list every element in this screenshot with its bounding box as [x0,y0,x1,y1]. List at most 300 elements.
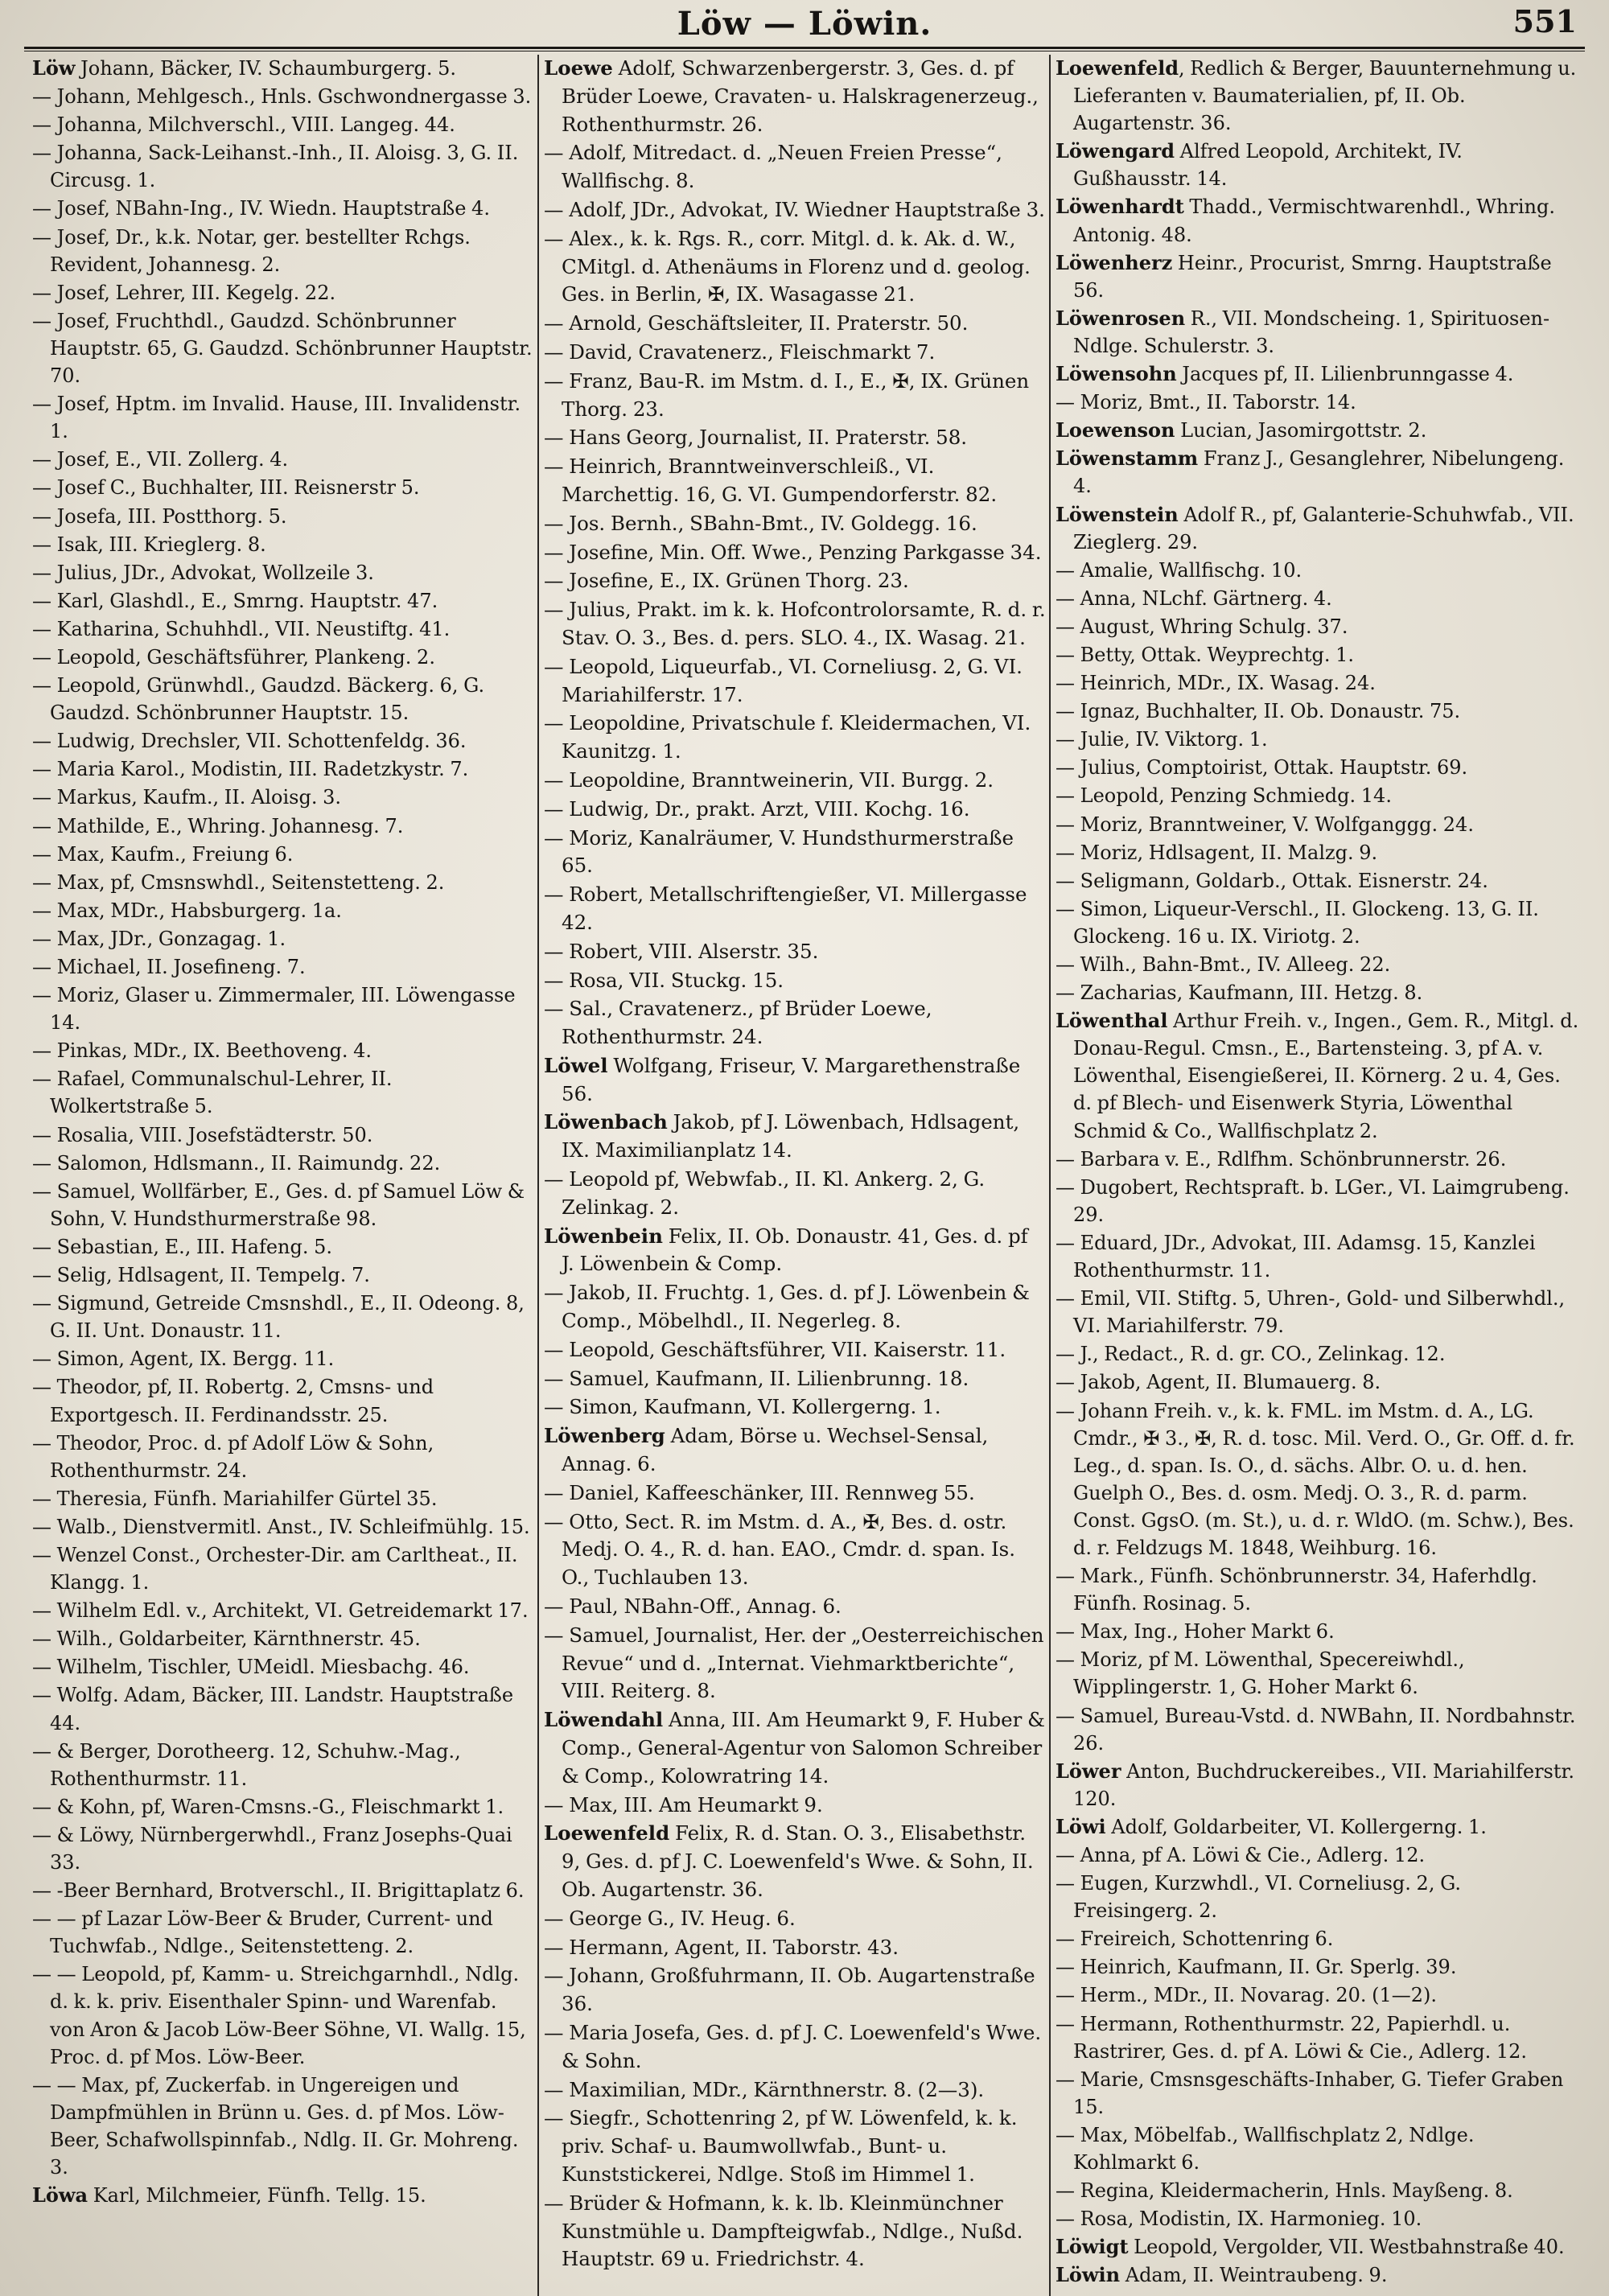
entry-surname: Löwenstein [1056,502,1179,526]
entry-details: — & Löwy, Nürnbergerwhdl., Franz Josephs-Quai 33. [32,1823,512,1874]
entry-details: — Josef, E., VII. Zollerg. 4. [32,448,289,471]
directory-entry [1056,1007,1580,1144]
directory-entry [32,1597,534,1624]
directory-entry [1056,697,1580,725]
directory-entry [32,1625,534,1652]
directory-entry [544,1508,1046,1592]
directory-entry [32,1513,534,1541]
directory-entry [32,1653,534,1681]
entry-details: — Isak, III. Krieglerg. 8. [32,533,266,556]
entry-details: — Siegfr., Schottenring 2, pf W. Löwenfeld, k. k. priv. Schaf- u. Baumwollwfab., Bunt- u. Kunststickerei, Ndlge. Stoß im Himmel 1. [544,2106,1018,2186]
directory-entry [32,1261,534,1289]
directory-entry [1056,1813,1580,1841]
directory-entry [32,55,534,82]
directory-entry [1056,2066,1580,2121]
directory-entry [544,1622,1046,1706]
directory-entry [544,453,1046,509]
page-header [0,0,1609,47]
entry-surname: Löwendahl [544,1708,664,1732]
page-number: 551 [1512,3,1577,39]
directory-entry [544,1336,1046,1364]
entry-details: — J., Redact., R. d. gr. CO., Zelinkag. 12. [1056,1343,1446,1366]
entry-details: — Simon, Kaufmann, VI. Kollergerng. 1. [544,1395,941,1419]
directory-entry [32,1121,534,1149]
directory-entry [32,1037,534,1064]
entry-details: — Leopoldine, Privatschule f. Kleidermachen, VI. Kaunitzg. 1. [544,711,1031,763]
entry-details: — Moriz, Kanalräumer, V. Hundsthurmerstraße 65. [544,825,1014,878]
entry-details: — Rosa, Modistin, IX. Harmonieg. 10. [1056,2208,1422,2231]
entry-details: — Adolf, JDr., Advokat, IV. Wiedner Hauptstraße 3. [544,197,1045,221]
entry-details: — Josef, Fruchthdl., Gaudzd. Schönbrunner Hauptstr. 65, G. Gaudzd. Schönbrunner Hauptstr. 70. [32,309,533,388]
directory-entry [544,1422,1046,1479]
directory-entry [32,1681,534,1736]
entry-details: — Walb., Dienstvermitl. Anst., IV. Schleifmühlg. 15. [32,1515,530,1538]
entry-details: Jacques pf, II. Lilienbrunngasse 4. [1176,363,1514,386]
entry-details: — Max, MDr., Habsburgerg. 1a. [32,899,342,922]
entry-details: Jakob, pf J. Löwenbach, Hdlsagent, IX. Maximilianplatz 14. [562,1110,1020,1162]
directory-entry [544,1820,1046,1903]
directory-entry [32,195,534,222]
entry-details: — Robert, VIII. Alserstr. 35. [544,939,819,963]
entry-details: — Paul, NBahn-Off., Annag. 6. [544,1594,842,1619]
entry-details: Thadd., Vermischtwarenhdl., Whring. Antonig. 48. [1073,195,1555,246]
entry-details: Wolfgang, Friseur, V. Margarethenstraße 56. [562,1053,1021,1105]
entry-details: — Theodor, Proc. d. pf Adolf Löw & Sohn, Rothenthurmstr. 24. [32,1431,434,1482]
directory-entry [32,503,534,530]
entry-details: — Adolf, Mitredact. d. „Neuen Freien Presse“, Wallfischg. 8. [544,141,1002,193]
entry-details: — Karl, Glashdl., E., Smrng. Hauptstr. 47. [32,589,438,612]
entry-details: — Emil, VII. Stiftg. 5, Uhren-, Gold- und Silberwhdl., VI. Mariahilferstr. 79. [1056,1287,1566,1338]
entry-details: — Leopold, Geschäftsführer, VII. Kaiserstr. 11. [544,1337,1006,1361]
entry-details: — Zacharias, Kaufmann, III. Hetzg. 8. [1056,981,1423,1005]
entry-details: — Simon, Agent, IX. Bergg. 11. [32,1348,335,1371]
entry-details: Arthur Freih. v., Ingen., Gem. R., Mitgl. d. Donau-Regul. Cmsn., E., Bartensteing. 3, pf A. v. Löwenthal, Eisengießerei, II. Körnerg. 2 u. 4, Ges. d. pf Blech- und Eisenwerk Styria, Löwenthal Schmid & Co., Wallfischplatz 2. [1073,1010,1579,1142]
entry-details: — Anna, pf A. Löwi & Cie., Adlerg. 12. [1056,1844,1426,1866]
directory-entry [1056,1953,1580,1981]
directory-entry [1056,55,1580,137]
entry-details: — Josef, Dr., k.k. Notar, ger. bestellter Rchgs. Revident, Johannesg. 2. [32,225,471,276]
directory-entry [544,1792,1046,1820]
entry-surname: Löwenbach [544,1110,668,1134]
directory-entry [544,1365,1046,1393]
entry-details: — — pf Lazar Löw-Beer & Bruder, Current- und Tuchwfab., Ndlge., Seitenstetteng. 2. [32,1907,493,1958]
directory-entry [32,1877,534,1904]
entry-details: — Betty, Ottak. Weyprechtg. 1. [1056,643,1355,666]
entry-details: — George G., IV. Heug. 6. [544,1906,796,1930]
directory-entry [544,796,1046,824]
entry-details: — Maximilian, MDr., Kärnthnerstr. 8. (2—3). [544,2077,985,2101]
directory-entry [1056,1841,1580,1869]
directory-entry [1056,1646,1580,1701]
directory-entry [1056,754,1580,781]
entry-details: Karl, Milchmeier, Fünfh. Tellg. 15. [88,2184,426,2208]
entry-details: — Marie, Cmsnsgeschäfts-Inhaber, G. Tiefer Graben 15. [1056,2068,1564,2118]
entry-details: — Arnold, Geschäftsleiter, II. Praterstr. 50. [544,311,969,335]
directory-entry [544,881,1046,937]
entry-surname: Löwenhardt [1056,195,1184,219]
entry-details: — Johann Freih. v., k. k. FML. im Mstm. d. A., LG. Cmdr., ✠ 3., ✠, R. d. tosc. Mil. Verd. O., Gr. Off. d. fr. Leg., d. span. Is. O., d. sächs. Albr. O. u. d. hen. Guelph O., Bes. d. osm. Medj. O. 3., R. d. parm. Const. GgsO. (m. St.), u. d. r. WldO. (m. Schw.), Bes. d. r. Feldzugs M. 1848, Weihburg. 16. [1056,1399,1575,1559]
entry-details: Felix, R. d. Stan. O. 3., Elisabethstr. 9, Ges. d. pf J. C. Loewenfeld's Wwe. & Sohn, II. Ob. Augartenstr. 36. [562,1821,1034,1901]
entry-details: — — Leopold, pf, Kamm- u. Streichgarnhdl., Ndlg. d. k. k. priv. Eisenthaler Spinn- und Warenfab. von Aron & Jacob Löw-Beer Söhne, VI. Wallg. 15, Proc. d. pf Mos. Löw-Beer. [32,1963,526,2068]
entry-details: — Julie, IV. Viktorg. 1. [1056,728,1268,751]
entry-details: — Heinrich, MDr., IX. Wasag. 24. [1056,672,1376,695]
entry-details: — Leopold, Liqueurfab., VI. Corneliusg. 2, G. VI. Mariahilferstr. 17. [544,654,1023,706]
entry-details: — Leopold, Geschäftsführer, Plankeng. 2. [32,645,435,669]
directory-entry [1056,979,1580,1006]
entry-details: — Josef, Lehrer, III. Kegelg. 22. [32,281,336,304]
entry-details: — Johanna, Sack-Leihanst.-Inh., II. Aloisg. 3, G. II. Circusg. 1. [32,142,519,192]
entry-details: — Hermann, Agent, II. Taborstr. 43. [544,1935,899,1959]
directory-entry [544,1706,1046,1790]
entry-details: — Max, III. Am Heumarkt 9. [544,1792,823,1817]
entry-details: — Moriz, Branntweiner, V. Wolfganggg. 24. [1056,813,1474,836]
entry-details: — Hans Georg, Journalist, II. Praterstr. 58. [544,426,968,450]
entry-details: Anton, Buchdruckereibes., VII. Mariahilferstr. 120. [1073,1759,1574,1810]
directory-entry [32,559,534,586]
entry-details: — Johann, Großfuhrmann, II. Ob. Augartenstraße 36. [544,1964,1035,2016]
directory-entry [544,710,1046,766]
entry-details: Leopold, Vergolder, VII. Westbahnstraße 40. [1128,2236,1565,2259]
entry-details: — Wenzel Const., Orchester-Dir. am Carltheat., II. Klangg. 1. [32,1543,518,1594]
directory-entry [1056,669,1580,697]
directory-entry [544,1479,1046,1508]
column-divider-1 [537,55,539,2296]
entry-details: — Seligmann, Goldarb., Ottak. Eisnerstr. 24. [1056,869,1488,892]
entry-details: — Franz, Bau-R. im Mstm. d. I., E., ✠, IX. Grünen Thorg. 23. [544,368,1030,421]
entry-details: — Samuel, Bureau-Vstd. d. NWBahn, II. Nordbahnstr. 26. [1056,1704,1576,1755]
entry-details: — Wolfg. Adam, Bäcker, III. Landstr. Hauptstraße 44. [32,1684,514,1734]
directory-entry [1056,1870,1580,1924]
directory-entry [544,1109,1046,1165]
directory-entry [32,139,534,194]
directory-entry [32,1430,534,1484]
entry-details: — Maria Karol., Modistin, III. Radetzkystr. 7. [32,758,469,781]
directory-entry [32,83,534,110]
entry-details: — Barbara v. E., Rdlfhm. Schönbrunnerstr. 26. [1056,1147,1507,1171]
directory-entry [1056,613,1580,640]
entry-details: Alfred Leopold, Architekt, IV. Gußhausstr. 14. [1073,140,1463,191]
directory-entry [544,1223,1046,1279]
directory-entry [1056,1397,1580,1562]
entry-details: — Alex., k. k. Rgs. R., corr. Mitgl. d. k. Ak. d. W., CMitgl. d. Athenäums in Florenz und d. geolog. Ges. in Berlin, ✠, IX. Wasagasse 21. [544,226,1031,307]
directory-entry [1056,641,1580,669]
entry-details: — Ludwig, Drechsler, VII. Schottenfeldg. 36. [32,730,467,753]
directory-entry [1056,1174,1580,1228]
entry-details: — Eduard, JDr., Advokat, III. Adamsg. 15, Kanzlei Rothenthurmstr. 11. [1056,1231,1536,1282]
directory-entry [32,813,534,840]
directory-entry [544,1393,1046,1422]
column-middle [544,55,1046,2296]
entry-surname: Löwenthal [1056,1009,1168,1033]
entry-details: — Samuel, Kaufmann, II. Lilienbrunng. 18. [544,1366,969,1390]
entry-details: — Sigmund, Getreide Cmsnshdl., E., II. Odeong. 8, G. II. Unt. Donaustr. 11. [32,1292,525,1343]
directory-entry [32,1233,534,1261]
directory-entry [32,307,534,389]
directory-entry [1056,1562,1580,1617]
entry-details: — — Max, pf, Zuckerfab. in Ungereigen und Dampfmühlen in Brünn u. Ges. d. pf Mos. Löw-Beer, Schafwollspinnfab., Ndlg. II. Gr. Mohreng. 3. [32,2073,519,2179]
directory-entry [1056,2177,1580,2204]
entry-surname: Löwensohn [1056,362,1177,386]
directory-entry [32,390,534,445]
directory-entry [32,784,534,811]
directory-entry [32,474,534,501]
entry-details: — Wilh., Bahn-Bmt., IV. Alleeg. 22. [1056,953,1391,976]
entry-details: — Leopold, Penzing Schmiedg. 14. [1056,784,1392,808]
directory-entry [544,825,1046,881]
entry-details: — Samuel, Wollfärber, E., Ges. d. pf Samuel Löw & Sohn, V. Hundsthurmerstraße 98. [32,1179,525,1230]
entry-details: — Josef C., Buchhalter, III. Reisnerstr 5. [32,476,420,500]
directory-entry [1056,1981,1580,2009]
entry-details: — Max, Kaufm., Freiung 6. [32,842,294,866]
entry-details: — Leopoldine, Branntweinerin, VII. Burgg. 2. [544,767,994,792]
entry-surname: Löwigt [1056,2235,1129,2259]
directory-entry [544,1593,1046,1621]
entry-details: Adam, Börse u. Wechsel-Sensal, Annag. 6. [562,1424,989,1476]
directory-entry [544,196,1046,224]
directory-entry [32,869,534,896]
directory-entry [1056,557,1580,584]
entry-details: — Freireich, Schottenring 6. [1056,1928,1334,1951]
entry-details: — Markus, Kaufm., II. Aloisg. 3. [32,786,341,809]
directory-entry [32,1821,534,1876]
directory-entry [1056,895,1580,950]
directory-entry [1056,1146,1580,1173]
entry-details: — David, Cravatenerz., Fleischmarkt 7. [544,339,936,364]
directory-entry [32,1793,534,1821]
entry-details: — Salomon, Hdlsmann., II. Raimundg. 22. [32,1151,441,1175]
entry-details: — Moriz, pf M. Löwenthal, Specereiwhdl., Wipplingerstr. 1, G. Hoher Markt 6. [1056,1648,1465,1699]
directory-entry [32,841,534,868]
entry-details: Heinr., Procurist, Smrng. Hauptstraße 56. [1073,251,1552,302]
entry-details: Anna, III. Am Heumarkt 9, F. Huber & Comp., General-Agentur von Salomon Schreiber & Comp., Kolowratring 14. [562,1708,1045,1788]
directory-entry [1056,501,1580,556]
entry-details: — Anna, NLchf. Gärtnerg. 4. [1056,586,1332,610]
directory-entry [544,55,1046,138]
directory-entry [1056,2010,1580,2065]
entry-details: — Wilhelm, Tischler, UMeidl. Miesbachg. 46. [32,1656,470,1679]
entry-details: — Maria Josefa, Ges. d. pf J. C. Loewenfeld's Wwe. & Sohn. [544,2020,1042,2072]
entry-details: — -Beer Bernhard, Brotverschl., II. Brigittaplatz 6. [32,1879,525,1903]
directory-entry [544,1934,1046,1962]
entry-details: Johann, Bäcker, IV. Schaumburgerg. 5. [75,57,456,80]
entry-surname: Löwengard [1056,139,1175,163]
entry-details: — Leopold pf, Webwfab., II. Kl. Ankerg. 2, G. Zelinkag. 2. [544,1167,986,1219]
directory-entry [1056,782,1580,809]
entry-details: — Amalie, Wallfischg. 10. [1056,558,1302,582]
directory-entry [544,510,1046,538]
entry-details: — Max, JDr., Gonzagag. 1. [32,927,286,950]
directory-entry [32,1178,534,1232]
entry-details: — Julius, Comptoirist, Ottak. Hauptstr. 69. [1056,756,1468,780]
directory-entry [544,139,1046,195]
entry-details: — August, Whring Schulg. 37. [1056,615,1348,638]
entry-details: — Johann, Mehlgesch., Hnls. Gschwondnergasse 3. [32,85,532,109]
directory-entry [1056,417,1580,444]
directory-entry [1056,1925,1580,1952]
entry-details: — Otto, Sect. R. im Mstm. d. A., ✠, Bes. d. ostr. Medj. O. 4., R. d. han. EAO., Cmdr. d. span. Is. O., Tuchlauben 13. [544,1509,1016,1590]
entry-details: — Samuel, Journalist, Her. der „Oesterreichischen Revue“ und d. „Internat. Viehmarktberichte“, VIII. Reiterg. 8. [544,1623,1044,1703]
directory-entry [32,1738,534,1792]
directory-entry [32,1485,534,1512]
directory-entry [544,2190,1046,2273]
entry-details: — Rosalia, VIII. Josefstädterstr. 50. [32,1123,373,1146]
entry-details: — Sal., Cravatenerz., pf Brüder Loewe, Rothenthurmstr. 24. [544,997,932,1049]
entry-details: — Max, Ing., Hoher Markt 6. [1056,1620,1335,1644]
entry-details: — Rafael, Communalschul-Lehrer, II. Wolkertstraße 5. [32,1068,393,1118]
entry-details: — Mathilde, E., Whring. Johannesg. 7. [32,814,404,837]
entry-details: — Pinkas, MDr., IX. Beethoveng. 4. [32,1039,372,1063]
directory-entry [544,967,1046,995]
entry-details: — Mark., Fünfh. Schönbrunnerstr. 34, Haferhdlg. Fünfh. Rosinag. 5. [1056,1565,1537,1615]
directory-entry [1056,1702,1580,1757]
directory-entry [544,339,1046,367]
directory-entry [1056,1229,1580,1284]
directory-entry [32,2182,534,2209]
directory-entry [32,1065,534,1120]
entry-surname: Löwi [1056,1814,1106,1838]
directory-entry [544,596,1046,652]
directory-entry [32,1345,534,1372]
entry-surname: Löwer [1056,1759,1121,1783]
entry-details: — Sebastian, E., III. Hafeng. 5. [32,1235,333,1258]
directory-entry [544,1279,1046,1335]
directory-entry [32,672,534,726]
entry-details: — Wilh., Goldarbeiter, Kärnthnerstr. 45. [32,1627,421,1651]
directory-entry [32,615,534,643]
entry-details: — Simon, Liqueur-Verschl., II. Glockeng. 13, G. II. Glockeng. 16 u. IX. Viriotg. 2. [1056,897,1539,948]
directory-entry [544,1052,1046,1109]
entry-details: — Moriz, Bmt., II. Taborstr. 14. [1056,391,1356,414]
directory-entry [1056,1758,1580,1813]
directory-entry [32,1150,534,1177]
directory-entry [544,424,1046,452]
entry-details: Lucian, Jasomirgottstr. 2. [1175,419,1427,442]
entry-details: — Leopold, Grünwhdl., Gaudzd. Bäckerg. 6, G. Gaudzd. Schönbrunner Hauptstr. 15. [32,674,485,725]
directory-entry [1056,811,1580,838]
entry-surname: Loewe [544,56,613,80]
directory-entry [32,587,534,615]
entry-details: — Moriz, Glaser u. Zimmermaler, III. Löwengasse 14. [32,984,516,1035]
directory-entry [1056,839,1580,866]
entry-details: — Wilhelm Edl. v., Architekt, VI. Getreidemarkt 17. [32,1599,529,1623]
entry-details: — Michael, II. Josefineng. 7. [32,956,306,978]
directory-entry [1056,445,1580,500]
directory-entry [1056,2233,1580,2261]
entry-details: — Johanna, Milchverschl., VIII. Langeg. 44. [32,113,455,137]
column-left [32,55,534,2296]
entry-surname: Loewenson [1056,418,1175,442]
entry-details: — Brüder & Hofmann, k. k. lb. Kleinmünchner Kunstmühle u. Dampfteigwfab., Ndlge., Nußd. Hauptstr. 69 u. Friedrichstr. 4. [544,2191,1023,2271]
directory-entry [544,2076,1046,2105]
directory-entry [544,767,1046,795]
directory-entry [32,1905,534,1960]
entry-surname: Löwenherz [1056,250,1173,274]
entry-details: — Selig, Hdlsagent, II. Tempelg. 7. [32,1264,370,1287]
entry-details: — Julius, JDr., Advokat, Wollzeile 3. [32,561,374,584]
directory-entry [32,224,534,278]
entry-details: Adam, II. Weintraubeng. 9. [1120,2264,1388,2287]
directory-entry [544,310,1046,338]
header-rule [24,47,1585,51]
entry-details: — Eugen, Kurzwhdl., VI. Corneliusg. 2, G. Freisingerg. 2. [1056,1872,1462,1923]
directory-entry [1056,1618,1580,1645]
entry-details: — Jakob, II. Fruchtg. 1, Ges. d. pf J. Löwenbein & Comp., Möbelhdl., II. Negerleg. 8. [544,1281,1030,1333]
entry-details: — Herm., MDr., II. Novarag. 20. (1—2). [1056,1984,1438,2007]
directory-entry [544,567,1046,595]
entry-details: — Rosa, VII. Stuckg. 15. [544,968,784,992]
entry-details: — Josef, Hptm. im Invalid. Hause, III. Invalidenstr. 1. [32,393,521,443]
entry-details: R., VII. Mondscheing. 1, Spirituosen-Ndlge. Schulerstr. 3. [1073,307,1550,357]
entry-details: Adolf, Goldarbeiter, VI. Kollergerng. 1. [1105,1815,1487,1838]
directory-entry [1056,1340,1580,1368]
entry-details: — Ludwig, Dr., prakt. Arzt, VIII. Kochg. 16. [544,796,970,821]
entry-details: — Theresia, Fünfh. Mariahilfer Gürtel 35. [32,1487,438,1510]
directory-entry [32,279,534,307]
directory-entry [1056,138,1580,192]
entry-surname: Loewenfeld [1056,56,1179,80]
entry-details: — Julius, Prakt. im k. k. Hofcontrolorsamte, R. d. r. Stav. O. 3., Bes. d. pers. SLO. 4., IX. Wasag. 21. [544,598,1046,649]
directory-entry [32,953,534,981]
entry-surname: Löwenberg [544,1424,665,1448]
directory-entry [32,897,534,924]
entry-details: — Hermann, Rothenthurmstr. 22, Papierhdl. u. Rastrirer, Ges. d. pf A. Löwi & Cie., Adlerg. 12. [1056,2012,1528,2063]
directory-entry [32,727,534,755]
entry-details: — Moriz, Hdlsagent, II. Malzg. 9. [1056,841,1378,864]
entry-details: — Max, Möbelfab., Wallfischplatz 2, Ndlge. Kohlmarkt 6. [1056,2123,1475,2175]
directory-entry [32,446,534,473]
directory-entry [544,938,1046,966]
directory-entry [544,2105,1046,2188]
directory-entry [1056,1285,1580,1339]
directory-entry [544,2019,1046,2076]
entry-details: — Katharina, Schuhhdl., VII. Neustiftg. 41. [32,617,451,640]
entry-surname: Löwin [1056,2263,1121,2287]
directory-entry [1056,389,1580,416]
entry-surname: Löwenrosen [1056,306,1186,330]
entry-details: — Robert, Metallschriftengießer, VI. Millergasse 42. [544,883,1027,934]
directory-entry [1056,2121,1580,2176]
directory-entry [544,653,1046,710]
entry-details: — Dugobert, Rechtspraft. b. LGer., VI. Laimgrubeng. 29. [1056,1175,1570,1226]
entry-details: — Ignaz, Buchhalter, II. Ob. Donaustr. 75. [1056,700,1461,723]
entry-details: Adolf R., pf, Galanterie-Schuhwfab., VII. Zieglerg. 29. [1073,503,1574,553]
directory-entry [544,995,1046,1051]
directory-entry [544,225,1046,309]
directory-entry [32,2072,534,2181]
directory-entry [1056,193,1580,248]
entry-details: — Regina, Kleidermacherin, Hnls. Mayßeng. 8. [1056,2179,1513,2203]
directory-entry [1056,585,1580,612]
entry-details: — Josefine, E., IX. Grünen Thorg. 23. [544,569,909,593]
entry-details: — & Berger, Dorotheerg. 12, Schuhw.-Mag., Rothenthurmstr. 11. [32,1739,461,1790]
directory-entry [1056,726,1580,753]
directory-entry [544,539,1046,567]
entry-surname: Löwenstamm [1056,446,1199,471]
directory-entry [1056,249,1580,304]
entry-details: — & Kohn, pf, Waren-Cmsns.-G., Fleischmarkt 1. [32,1795,504,1818]
directory-entry [544,1962,1046,2018]
entry-surname: Löwa [32,2183,88,2208]
directory-entry [32,755,534,783]
directory-entry [544,368,1046,424]
directory-entry [32,1541,534,1596]
directory-entry [32,925,534,953]
directory-entry [1056,2261,1580,2289]
entry-details: — Josefine, Min. Off. Wwe., Penzing Parkgasse 34. [544,540,1042,564]
entry-details: Franz J., Gesanglehrer, Nibelungeng. 4. [1073,447,1565,498]
entry-details: — Max, pf, Cmsnswhdl., Seitenstetteng. 2. [32,870,445,894]
entry-details: Adolf, Schwarzenbergerstr. 3, Ges. d. pf Brüder Loewe, Cravaten- u. Halskragenerzeug., Rothenthurmstr. 26. [562,56,1039,136]
